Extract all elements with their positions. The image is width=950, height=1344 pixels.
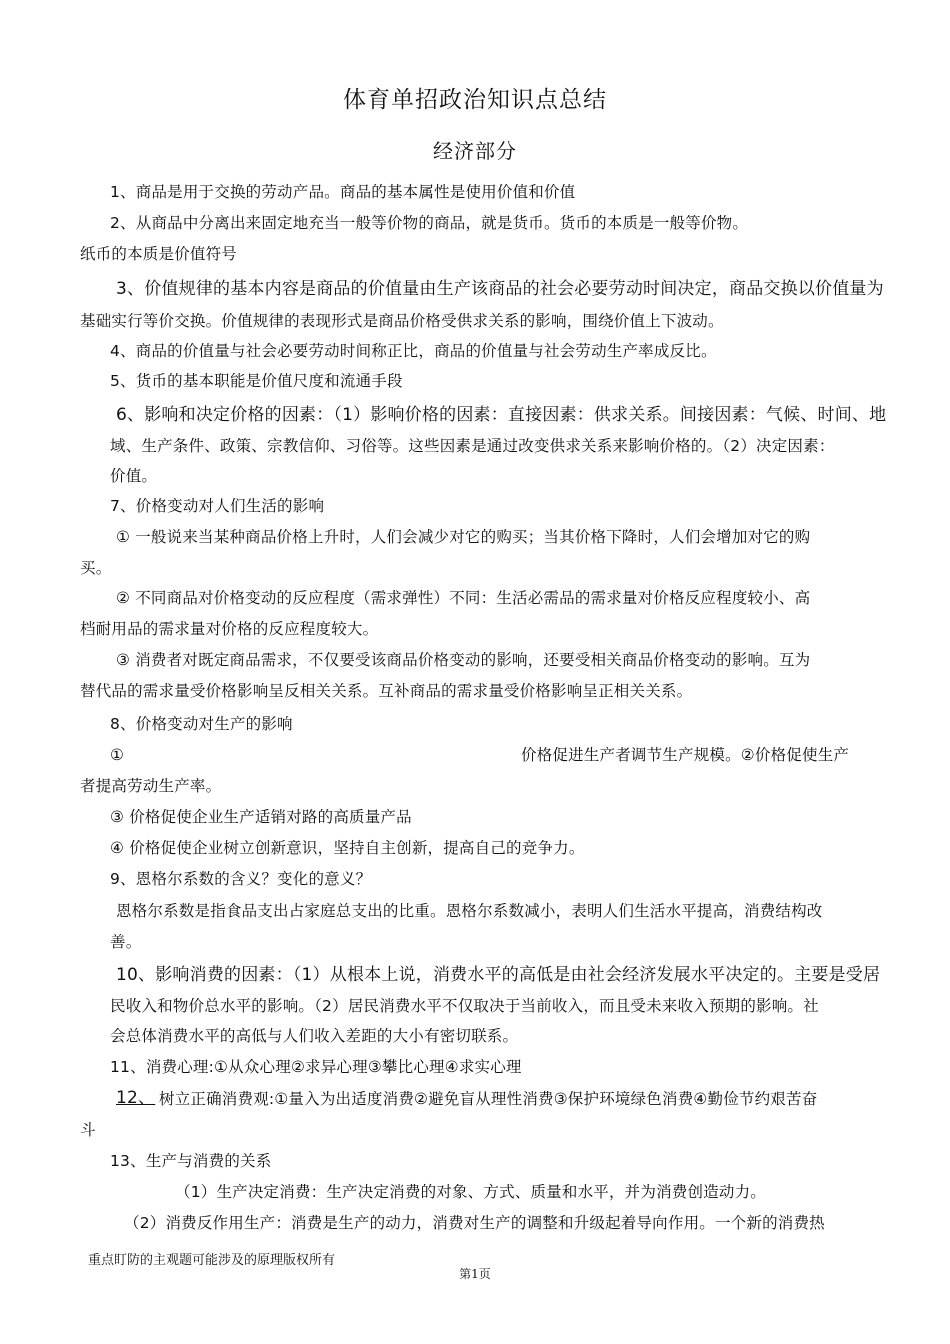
paragraph-line: （1）生产决定消费：生产决定消费的对象、方式、质量和水平，并为消费创造动力。: [175, 1183, 766, 1201]
paragraph-line: 13、生产与消费的关系: [110, 1152, 272, 1170]
paragraph-line: 民收入和物价总水平的影响。（2）居民消费水平不仅取决于当前收入，而且受未来收入预期的影响。社: [110, 997, 819, 1015]
section-title: 经济部分: [433, 139, 517, 163]
paragraph-line: 7、价格变动对人们生活的影响: [110, 497, 325, 515]
paragraph-line: ④ 价格促使企业树立创新意识，坚持自主创新，提高自己的竞争力。: [110, 839, 585, 857]
paragraph-line: 价格促进生产者调节生产规模。②价格促使生产: [521, 746, 850, 764]
page-number: 第1页: [459, 1267, 491, 1281]
paragraph-line: 10、影响消费的因素：（1）从根本上说，消费水平的高低是由社会经济发展水平决定的。主要是受居: [116, 965, 881, 985]
paragraph-line: 斗: [80, 1121, 96, 1139]
paragraph-line: 9、恩格尔系数的含义？变化的意义？: [110, 870, 372, 888]
paragraph-line: 基础实行等价交换。价值规律的表现形式是商品价格受供求关系的影响，围绕价值上下波动。: [80, 312, 724, 330]
paragraph-line: 2、从商品中分离出来固定地充当一般等价物的商品，就是货币。货币的本质是一般等价物。: [110, 214, 749, 232]
paragraph-line: 11、消费心理:①从众心理②求异心理③攀比心理④求实心理: [110, 1058, 522, 1076]
paragraph-line: 树立正确消费观:①量入为出适度消费②避免盲从理性消费③保护环境绿色消费④勤俭节约艰苦奋: [159, 1090, 818, 1108]
paragraph-line: ③ 价格促使企业生产适销对路的高质量产品: [110, 808, 412, 826]
paragraph-line: 纸币的本质是价值符号: [80, 245, 238, 263]
footer-note: 重点盯防的主观题可能涉及的原理版权所有: [88, 1253, 336, 1268]
paragraph-line: （2）消费反作用生产：消费是生产的动力，消费对生产的调整和升级起着导向作用。一个新的消费热: [124, 1214, 825, 1232]
paragraph-line: 会总体消费水平的高低与人们收入差距的大小有密切联系。: [110, 1027, 519, 1045]
paragraph-line: 者提高劳动生产率。: [80, 777, 222, 795]
paragraph-line: 价值。: [110, 467, 158, 485]
paragraph-line: ③ 消费者对既定商品需求，不仅要受该商品价格变动的影响，还要受相关商品价格变动的影响。互为: [116, 651, 811, 669]
paragraph-line: 4、商品的价值量与社会必要劳动时间称正比，商品的价值量与社会劳动生产率成反比。: [110, 342, 717, 360]
paragraph-line: ② 不同商品对价格变动的反应程度（需求弹性）不同：生活必需品的需求量对价格反应程度较小、高: [116, 589, 811, 607]
paragraph-line: 恩格尔系数是指食品支出占家庭总支出的比重。恩格尔系数减小，表明人们生活水平提高，消费结构改: [116, 902, 823, 920]
paragraph-line: ①: [110, 746, 125, 764]
paragraph-line: 买。: [80, 559, 112, 577]
paragraph-line: 1、商品是用于交换的劳动产品。商品的基本属性是使用价值和价值: [110, 183, 576, 201]
paragraph-line: 8、价格变动对生产的影响: [110, 715, 293, 733]
page-title: 体育单招政治知识点总结: [343, 87, 607, 113]
paragraph-line: 档耐用品的需求量对价格的反应程度较大。: [80, 620, 379, 638]
item-number-underlined: 12、: [116, 1088, 156, 1108]
paragraph-line: 替代品的需求量受价格影响呈反相关关系。互补商品的需求量受价格影响呈正相关关系。: [80, 682, 693, 700]
paragraph-line: 6、影响和决定价格的因素：（1）影响价格的因素：直接因素：供求关系。间接因素：气候、时间、地: [116, 405, 887, 425]
paragraph-line: ① 一般说来当某种商品价格上升时，人们会减少对它的购买；当其价格下降时，人们会增加对它的购: [116, 528, 811, 546]
paragraph-line: 5、货币的基本职能是价值尺度和流通手段: [110, 372, 403, 390]
paragraph-line: 善。: [110, 933, 142, 951]
paragraph-line: 域、生产条件、政策、宗教信仰、习俗等。这些因素是通过改变供求关系来影响价格的。（2）决定因素：: [110, 437, 835, 455]
paragraph-line: 3、价值规律的基本内容是商品的价值量由生产该商品的社会必要劳动时间决定，商品交换以价值量为: [116, 279, 884, 299]
